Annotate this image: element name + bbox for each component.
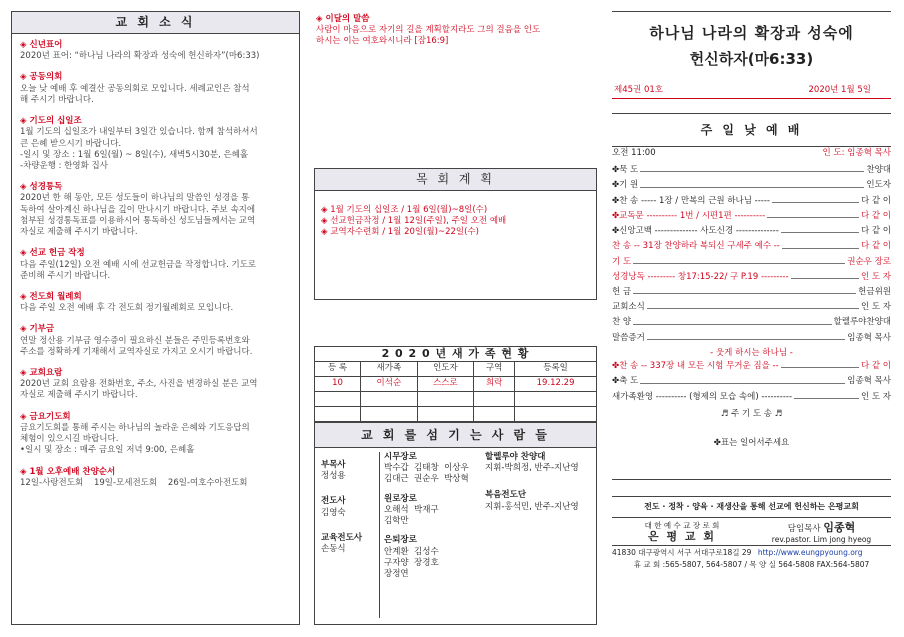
news-item <box>20 292 291 314</box>
issue-date: 2020년 1월 5일 <box>808 84 871 95</box>
worship-order-line <box>612 361 891 372</box>
pastor-plan-title: 목 회 계 획 <box>315 169 596 191</box>
table-row <box>315 407 597 422</box>
worship-role: 인도자 <box>866 180 891 191</box>
worship-role: 다 같 이 <box>860 195 891 206</box>
new-family-header: 인도자 <box>417 362 474 377</box>
worship-order-line <box>612 376 891 387</box>
worship-order-line <box>612 211 891 222</box>
worship-role: 할렐루야찬양대 <box>833 317 891 328</box>
servant-role: 전도사 <box>321 496 346 507</box>
worship-time: 오전 11:00 <box>612 148 656 158</box>
worship-role: 헌금위원 <box>858 286 891 297</box>
news-item-title: ◈ 선교 헌금 작정 <box>20 248 85 259</box>
worship-item: 찬 송 -- 31장 찬양하라 복되신 구세주 예수 -- <box>612 241 780 252</box>
servant-group <box>321 460 379 482</box>
servants-col-2 <box>379 452 482 618</box>
banner <box>612 11 891 99</box>
worship-item: ✤축 도 <box>612 376 639 387</box>
new-family-header: 구역 <box>474 362 515 377</box>
phones: 휴 교 회 :565-5807, 564-5807 / 목 양 실 564-5808 FAX:564-5807 <box>633 559 870 569</box>
denomination: 대 한 예 수 교 장 로 회 <box>644 520 720 530</box>
worship-item: 새가족환영 ---------- (형제의 모습 속에) ---------- <box>612 391 793 402</box>
worship-order-line <box>612 226 891 237</box>
website-link[interactable]: http://www.eungpyoung.org <box>757 547 863 557</box>
worship-role: 권순우 장로 <box>847 256 891 267</box>
news-box <box>11 11 300 625</box>
news-item-body: 다음 주일 오전 예배 후 각 전도회 정기월례회로 모입니다. <box>20 303 234 314</box>
worship <box>612 113 891 480</box>
news-item-title: ◈ 전도회 월례회 <box>20 291 82 302</box>
verse-body: 사람이 마음으로 자기의 길을 계획할지라도 그의 걸음을 인도 하시는 이는 여호와시니라 [잠16:9] <box>316 25 541 47</box>
sermon-title: - 웃게 하시는 하나님 - <box>710 347 793 358</box>
pastor-plan-box <box>314 168 597 300</box>
new-family-header: 등 록 <box>315 362 361 377</box>
pastor-plan-item: ◈ 선교헌금작정 / 1월 12일(주일), 주일 오전 예배 <box>321 216 507 227</box>
news-item-title: ◈ 공동의회 <box>20 72 63 83</box>
new-family-cell <box>417 392 474 407</box>
servant-group <box>384 535 482 580</box>
servant-role: 부목사 <box>321 460 346 470</box>
servant-group <box>384 452 482 486</box>
news-item-title: ◈ 1월 오후예배 찬양순서 <box>20 466 116 477</box>
servant-names: 오해석 박재구 김학만 <box>384 504 439 527</box>
servant-names: 손동식 <box>321 544 346 555</box>
servant-names: 안계환 김성수 구자양 장경호 장정연 <box>384 546 439 579</box>
news-item-body: 오늘 낮 예배 후 예결산 공동의회로 모입니다. 세례교인은 참석 해 주시기 바랍니다. <box>20 83 250 105</box>
worship-item: 기 도 <box>612 256 632 267</box>
worship-leader: 인 도: 임종혁 목사 <box>822 148 891 158</box>
news-item <box>20 412 291 457</box>
news-title: 교 회 소 식 <box>12 12 299 34</box>
new-family-cell <box>515 407 597 422</box>
news-item <box>20 40 291 62</box>
news-list <box>12 34 299 489</box>
servant-group <box>321 533 379 555</box>
new-family <box>314 346 597 422</box>
worship-role: 다 같 이 <box>860 210 891 221</box>
worship-role: 찬양대 <box>866 165 891 176</box>
worship-role: 다 같 이 <box>860 361 891 372</box>
new-family-table <box>314 361 597 422</box>
news-item-title: ◈ 성경통독 <box>20 182 63 193</box>
new-family-cell <box>417 407 474 422</box>
worship-item: 성경낭독 --------- 창17:15-22/ 구 P.19 --------- <box>612 271 789 282</box>
worship-item: ✤신앙고백 -------------- 사도신경 -------------- <box>612 226 779 237</box>
news-item-title: ◈ 기부금 <box>20 324 55 335</box>
servant-names: 김영숙 <box>321 507 346 518</box>
servant-role: 교육전도사 <box>321 532 363 543</box>
worship-order-line <box>612 287 891 298</box>
worship-item: ✤교독문 ---------- 1번 / 시편1편 ---------- <box>612 210 766 221</box>
news-item <box>20 72 291 106</box>
news-item-title: ◈ 기도의 십일조 <box>20 116 82 127</box>
news-item-body: 다음 주일(12일) 오전 예배 시에 선교헌금을 작정합니다. 기도로 준비해 주시기 바랍니다. <box>20 259 257 281</box>
servant-names: 지휘-홍석민, 반주-지난영 <box>485 501 579 512</box>
new-family-cell <box>474 407 515 422</box>
new-family-cell <box>474 392 515 407</box>
worship-order-line <box>612 392 891 403</box>
new-family-title: 2 0 2 0 년 새 가 족 현 황 <box>314 346 597 361</box>
worship-role: 임종혁 목사 <box>847 332 891 343</box>
news-item <box>20 182 291 238</box>
new-family-cell: 희락 <box>474 377 515 392</box>
servants-col-3 <box>485 452 595 529</box>
servant-group <box>384 494 482 528</box>
verse-block <box>316 14 598 48</box>
servant-role: 시무장로 <box>384 452 417 462</box>
servant-group <box>321 496 379 518</box>
standing-note: ✤표는 일어서주세요 <box>713 437 790 448</box>
worship-title: 주 일 낮 예 배 <box>612 114 891 147</box>
church-name: 은 평 교 회 <box>648 530 716 544</box>
news-item-body: 2020년 표어: “하나님 나라의 확장과 성숙에 헌신하자”(마6:33) <box>20 51 260 62</box>
news-item <box>20 368 291 402</box>
address: 41830 대구광역시 서구 서대구로18길 29 <box>612 547 752 557</box>
worship-role: 인 도 자 <box>860 302 891 313</box>
news-item-body: 금요기도회를 통해 주시는 하나님의 놀라운 은혜와 기도응답의 체험이 있으시길 바랍니다. •일시 및 장소 : 매주 금요일 저녁 9:00, 은혜홀 <box>20 422 250 456</box>
pastor-name: 임종혁 <box>823 520 856 534</box>
footer <box>612 496 891 577</box>
servant-role: 복음전도단 <box>485 490 527 501</box>
worship-item: 찬 양 <box>612 317 632 328</box>
new-family-cell <box>315 407 361 422</box>
new-family-cell: 스스로 <box>417 377 474 392</box>
new-family-header: 새가족 <box>361 362 418 377</box>
new-family-cell <box>515 392 597 407</box>
new-family-cell: 19.12.29 <box>515 377 597 392</box>
news-item-body: 연말 정산용 기부금 영수증이 필요하신 분들은 주민등록번호와 주소를 정확하게 기재해서 교역자실로 가지고 오시기 바랍니다. <box>20 335 253 357</box>
news-item-title: ◈ 신년표어 <box>20 40 63 50</box>
worship-item: ✤찬 송 ----- 1장 / 만복의 근원 하나님 ----- <box>612 195 771 206</box>
worship-item: 말씀증거 <box>612 332 645 343</box>
news-item <box>20 248 291 282</box>
servant-role: 원로장로 <box>384 493 417 504</box>
worship-item: 헌 금 <box>612 286 632 297</box>
worship-order-line <box>612 272 891 283</box>
worship-item: ✤기 원 <box>612 180 639 191</box>
banner-line-2: 헌신하자(마6:33) <box>689 49 814 68</box>
servant-role: 할렐루야 찬양대 <box>485 452 546 462</box>
news-item <box>20 116 291 172</box>
servants-title: 교 회 를 섬 기 는 사 람 들 <box>315 423 596 448</box>
worship-item: ✤찬 송 -- 337장 내 모든 시험 무거운 짐을 -- <box>612 361 779 372</box>
new-family-cell <box>361 392 418 407</box>
worship-time-row <box>612 148 891 159</box>
worship-role: 다 같 이 <box>860 226 891 237</box>
worship-order-2 <box>612 361 891 403</box>
new-family-cell: 이석순 <box>361 377 418 392</box>
news-item-body: 12일-사랑전도회 19일-모세전도회 26일-여호수아전도회 <box>20 477 248 488</box>
worship-order-line <box>612 333 891 344</box>
servant-group <box>485 452 595 474</box>
servant-names: 박수갑 김태창 이상우 김대근 권순우 박상혁 <box>384 463 469 485</box>
worship-role: 임종혁 목사 <box>847 376 891 387</box>
pastor-label: 담임목사 <box>787 523 821 534</box>
worship-order-line <box>612 257 891 268</box>
banner-line-1: 하나님 나라의 확장과 성숙에 <box>649 24 854 42</box>
worship-role: 인 도 자 <box>860 391 891 402</box>
new-family-cell <box>315 392 361 407</box>
new-family-cell: 10 <box>315 377 361 392</box>
news-item-body: 1월 기도의 십일조가 내일부터 3일간 있습니다. 함께 참석하셔서 큰 은혜 받으시기 바랍니다. -일시 및 장소 : 1월 6일(월) ~ 8일(수), 새벽5시30분, 은혜홀 -차량운행 : 한영화 집사 <box>20 127 258 171</box>
worship-role: 다 같 이 <box>860 241 891 252</box>
motto: 전도 · 정착 · 양육 · 재생산을 통해 선교에 헌신하는 은평교회 <box>612 497 891 518</box>
servants-box <box>314 422 597 625</box>
worship-order-line <box>612 196 891 207</box>
news-item <box>20 467 291 489</box>
worship-order-line <box>612 302 891 313</box>
verse-title: ◈ 이달의 말씀 <box>316 14 370 24</box>
worship-item: 교회소식 <box>612 302 645 313</box>
worship-order-line <box>612 165 891 176</box>
volume: 제45권 01호 <box>614 84 663 95</box>
news-item-title: ◈ 금요기도회 <box>20 411 71 422</box>
table-row <box>315 392 597 407</box>
pastor-plan-item: ◈ 1월 기도의 십일조 / 1월 6일(월)~8일(수) <box>321 205 488 215</box>
news-item-title: ◈ 교회요람 <box>20 368 63 379</box>
new-family-header: 등록일 <box>515 362 597 377</box>
pastor-plan-item: ◈ 교역자수련회 / 1월 20일(월)~22일(수) <box>321 227 479 238</box>
pastor-en: rev.pastor. Lim jong hyeog <box>771 535 872 545</box>
pastor-plan-list <box>315 191 596 239</box>
news-item-body: 2020년 교회 요람용 전화번호, 주소, 사진을 변경하실 분은 교역 자실로 제출해 주시기 바랍니다. <box>20 379 258 401</box>
worship-order <box>612 165 891 344</box>
servant-names: 지휘-박희정, 반주-지난영 <box>485 463 579 474</box>
news-item <box>20 324 291 358</box>
worship-order-line <box>612 317 891 328</box>
worship-item: ✤묵 도 <box>612 165 639 176</box>
servants-col-1 <box>321 460 379 569</box>
servant-names: 정성용 <box>321 471 346 482</box>
worship-role: 인 도 자 <box>860 271 891 282</box>
table-row <box>315 377 597 392</box>
news-item-body: 2020년 한 해 동안, 모든 성도들이 하나님의 말씀인 성경을 통 독하여 살아계신 하나님을 깊이 만나시기 바랍니다. 주보 속지에 첨부된 성경통독표를 이용하시어 통독하신 성도님들께서는 교역 자실로 제출해 주시기 바랍니다. <box>20 193 256 238</box>
worship-order-line <box>612 241 891 252</box>
closing: ♬ 주 기 도 송 ♬ <box>720 408 783 419</box>
servant-role: 은퇴장로 <box>384 535 417 546</box>
new-family-cell <box>361 407 418 422</box>
servant-group <box>485 490 595 512</box>
worship-order-line <box>612 180 891 191</box>
